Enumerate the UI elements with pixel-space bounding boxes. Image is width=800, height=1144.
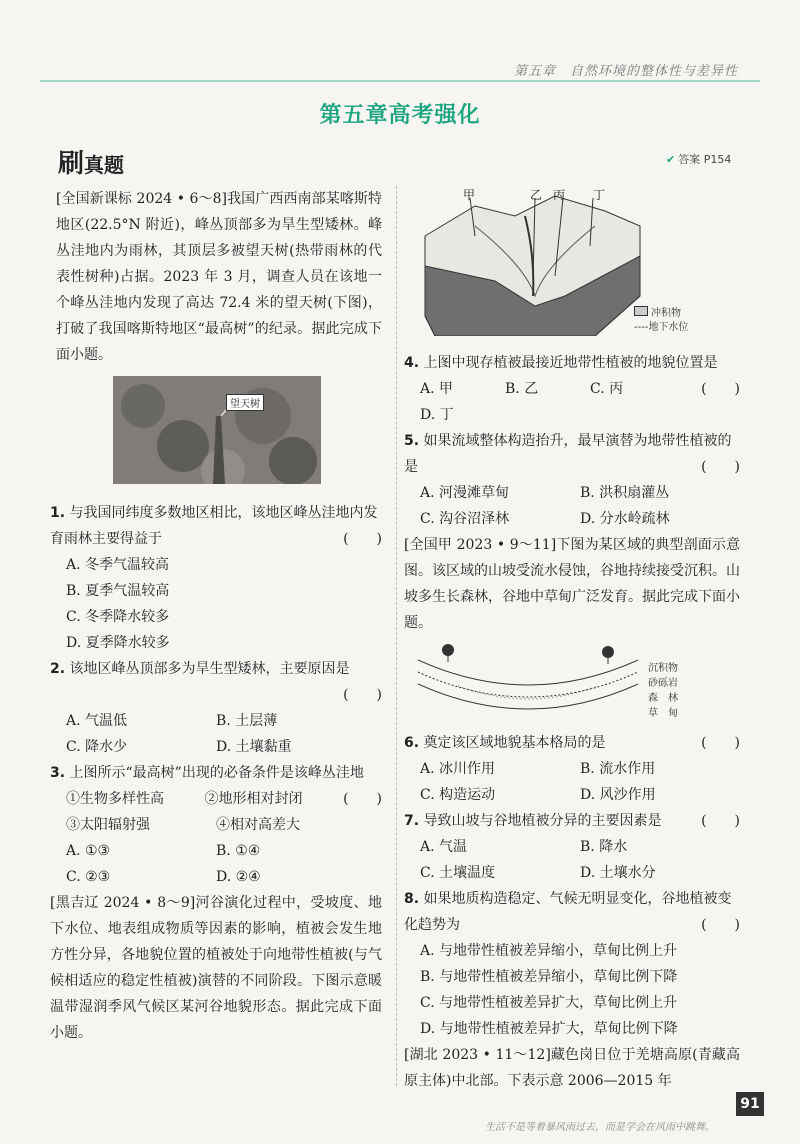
passage-2: [黑吉辽 2024 • 8～9]河谷演化过程中，受坡度、地下水位、地表组成物质等因素的影响，植被会发生地方性分异，各地貌位置的植被处于向地带性植被(与气候相适应的稳定性植被)演替的不同阶段。下图示意暖温带湿润季风气候区某河谷地貌形态。据此完成下面小题。 — [50, 895, 382, 1041]
question-3: 3. 上图所示“最高树”出现的必备条件是该峰丛洼地 ( ) — [50, 765, 382, 807]
page-number: 91 — [736, 1092, 764, 1116]
q8-option-d: D. 与地带性植被差异扩大，草甸比例下降 — [420, 1021, 678, 1037]
header-rule — [40, 80, 760, 82]
q1-option-b: B. 夏季气温较高 — [66, 583, 170, 599]
brush-char: 刷 — [58, 149, 85, 179]
q7-options-row1: A. 气温 B. 降水 — [420, 839, 628, 855]
right-questions-a — [404, 350, 740, 636]
q6-options-row1: A. 冰川作用 B. 流水作用 — [420, 761, 656, 777]
question-5: 5. 如果流域整体构造抬升，最早演替为地带性植被的是 ( ) — [404, 433, 740, 475]
passage-4: [湖北 2023 • 11～12]藏色岗日位于羌塘高原(青藏高原主体)中北部。下表示意 2006—2015 年 — [404, 1047, 740, 1089]
question-6: 6. 奠定该区域地貌基本格局的是 ( ) — [404, 735, 740, 751]
passage-3: [全国甲 2023 • 9～11]下图为某区域的典型剖面示意图。该区域的山坡受流水侵蚀，谷地持续接受沉积。山坡多生长森林，谷地中草甸广泛发育。据此完成下面小题。 — [404, 537, 740, 631]
q3-statements-row2: ③太阳辐射强 ④相对高差大 — [66, 817, 300, 833]
check-icon: ✔ — [666, 153, 676, 166]
footer-motto: 生活不是等着暴风雨过去，而是学会在风雨中跳舞。 — [485, 1122, 715, 1133]
question-8: 8. 如果地质构造稳定、气候无明显变化，谷地植被变化趋势为 ( ) — [404, 891, 740, 933]
q3-options-row2: C. ②③ D. ②④ — [66, 869, 261, 885]
left-column — [56, 186, 382, 368]
water-table-icon: ---- — [634, 322, 649, 333]
q1-option-d: D. 夏季降水较多 — [66, 635, 170, 651]
column-divider — [396, 186, 397, 1086]
fig1-label-jia: 甲 — [463, 188, 476, 202]
q1-option-c: C. 冬季降水较多 — [66, 609, 170, 625]
question-2: 2. 该地区峰丛顶部多为旱生型矮林，主要原因是 — [50, 661, 350, 677]
question-1: 1. 与我国同纬度多数地区相比，该地区峰丛洼地内发育雨林主要得益于 ( ) — [50, 505, 382, 547]
q2-options-row2: C. 降水少 D. 土壤黏重 — [66, 739, 292, 755]
alluvium-swatch-icon — [634, 306, 648, 316]
q2-bracket: ( ) — [343, 687, 382, 703]
passage-1: [全国新课标 2024 • 6～8]我国广西西南部某喀斯特地区(22.5°N 附近)，峰丛顶部多为旱生型矮林。峰丛洼地内为雨林，其顶层多被望天树(热带雨林的代表性树种)占据。2023 年 3 月，调查人员在该地一个峰丛洼地内发现了高达 72.4 米的望天树(下图)，打破了我国喀斯特地区“最高树”的纪录。据此完成下面小题。 — [56, 191, 382, 363]
valley-block-diagram — [415, 186, 645, 336]
fig1-legend: 冲积物 ----地下水位 — [634, 308, 689, 333]
q2-options-row1: A. 气温低 B. 土层薄 — [66, 713, 278, 729]
fig1-label-bing: 丙 — [553, 188, 566, 202]
tree-photo — [113, 376, 321, 484]
chapter-header: 第五章 自然环境的整体性与差异性 — [513, 64, 738, 79]
page-title: 第五章高考强化 — [319, 103, 481, 128]
fig2-legend: 沉积物 砂砾岩 森 林 草 甸 — [648, 663, 678, 719]
q6-options-row2: C. 构造运动 D. 风沙作用 — [420, 787, 656, 803]
fig1-label-ding: 丁 — [593, 188, 606, 202]
q4-options: A. 甲 B. 乙 C. 丙D. 丁 — [420, 381, 624, 423]
q7-options-row2: C. 土壤温度 D. 土壤水分 — [420, 865, 656, 881]
q3-statements-row1: ①生物多样性高 ②地形相对封闭 — [66, 791, 303, 807]
section-label: 真题 — [84, 153, 125, 177]
photo-label: 望天树 — [226, 394, 264, 411]
left-questions — [50, 500, 382, 1046]
q8-option-c: C. 与地带性植被差异扩大，草甸比例上升 — [420, 995, 678, 1011]
profile-diagram — [418, 640, 638, 720]
answer-reference: ✔ 答案 P154 — [666, 153, 732, 166]
q8-option-b: B. 与地带性植被差异缩小，草甸比例下降 — [420, 969, 678, 985]
section-badge — [58, 143, 124, 180]
q5-options-row2: C. 沟谷沼泽林 D. 分水岭疏林 — [420, 511, 670, 527]
q1-option-a: A. 冬季气温较高 — [66, 557, 170, 573]
question-7: 7. 导致山坡与谷地植被分异的主要因素是 ( ) — [404, 813, 740, 829]
fig1-label-yi: 乙 — [530, 188, 543, 202]
right-questions-b — [404, 730, 740, 1094]
q3-options-row1: A. ①③ B. ①④ — [66, 843, 261, 859]
q5-options-row1: A. 河漫滩草甸 B. 洪积扇灌丛 — [420, 485, 670, 501]
question-4: 4. 上图中现存植被最接近地带性植被的地貌位置是 ( ) — [404, 355, 740, 397]
q8-option-a: A. 与地带性植被差异缩小，草甸比例上升 — [420, 943, 678, 959]
